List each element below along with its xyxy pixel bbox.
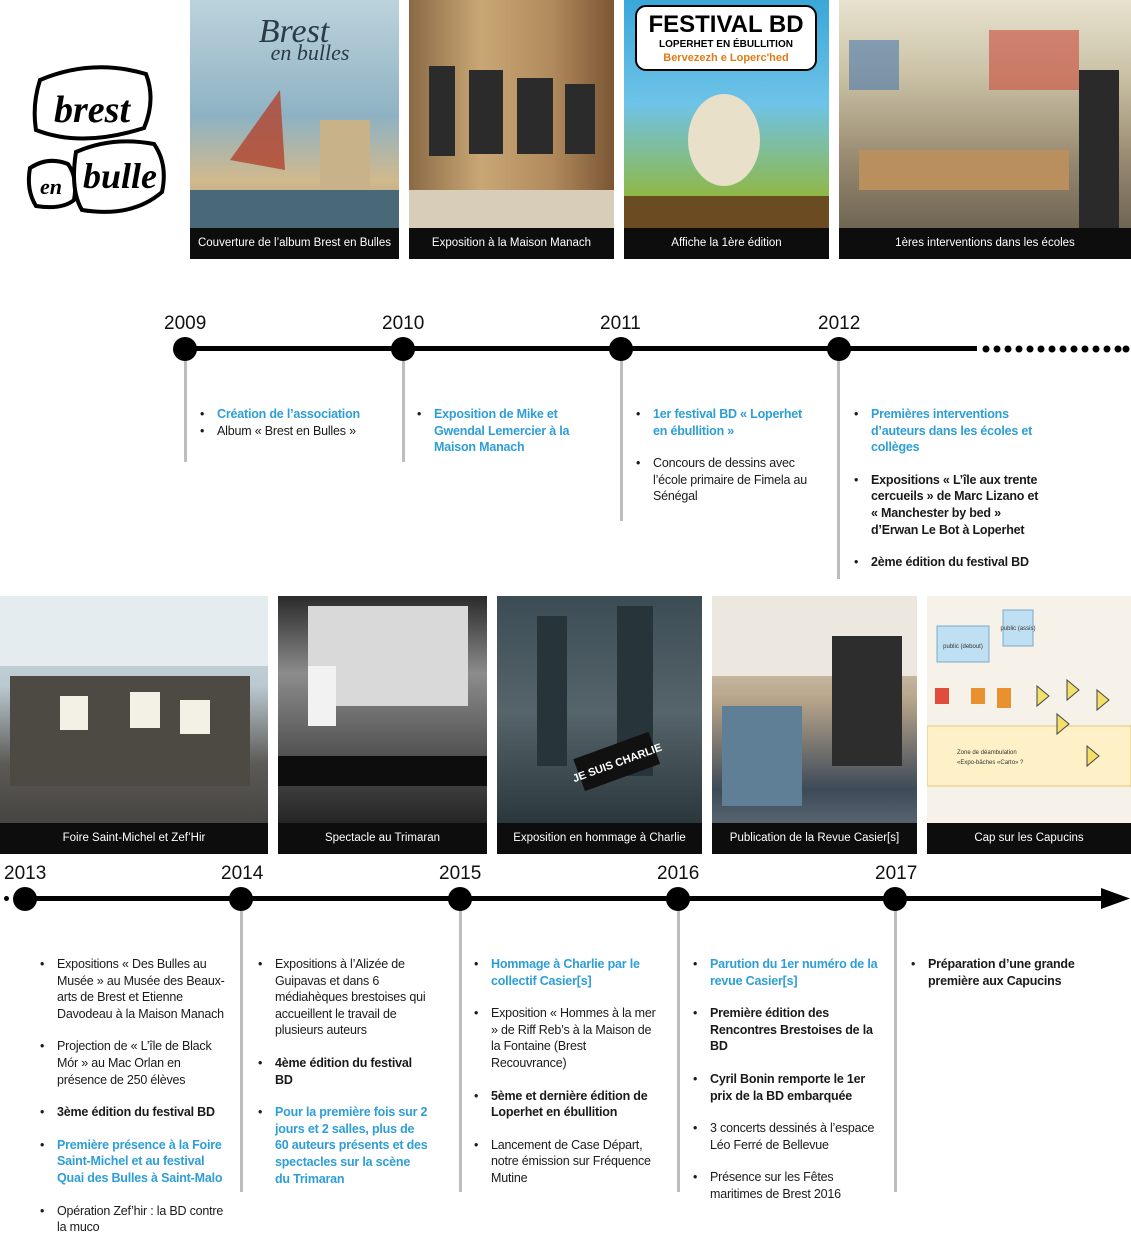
events-2015 (474, 956, 659, 1203)
photo-caption: Cap sur les Capucins (927, 823, 1131, 854)
svg-text:JE SUIS CHARLIE: JE SUIS CHARLIE (571, 741, 664, 786)
year-label: 2010 (382, 313, 425, 334)
svg-text:Brest: Brest (258, 13, 330, 50)
photo-festival-poster (624, 0, 829, 259)
year-dot (229, 887, 253, 911)
year-label: 2012 (818, 313, 861, 334)
event-item: • Lancement de Case Départ, notre émission sur Fréquence Mutine (474, 1137, 659, 1187)
connector-line (184, 356, 187, 462)
connector-line (837, 356, 840, 579)
event-item: • Première présence à la Foire Saint-Michel et au festival Quai des Bulles à Saint-Malo (40, 1137, 230, 1187)
svg-text:en bulles: en bulles (270, 40, 350, 65)
event-item: • Première édition des Rencontres Brestoises de la BD (693, 1005, 883, 1055)
event-item: • Hommage à Charlie par le collectif Casier[s] (474, 956, 659, 989)
photo-foire-saint-michel (0, 596, 268, 854)
photo-caption: 1ères interventions dans les écoles (839, 228, 1131, 259)
photo-cap-capucins (927, 596, 1131, 854)
photo-album-cover (190, 0, 399, 259)
year-dot (13, 887, 37, 911)
event-item: • 4ème édition du festival BD (258, 1055, 428, 1088)
classroom-image (839, 0, 1131, 259)
photo-school-intervention (839, 0, 1131, 259)
year-dot (448, 887, 472, 911)
connector-line (459, 906, 462, 1192)
svg-text:public (debout): public (debout) (943, 644, 983, 650)
events-2012 (854, 406, 1044, 587)
svg-text:LOPERHET EN ÉBULLITION: LOPERHET EN ÉBULLITION (659, 39, 793, 50)
event-item: • Premières interventions d’auteurs dans les écoles et collèges (854, 406, 1044, 456)
year-label: 2009 (164, 313, 207, 334)
event-item: • 3 concerts dessinés à l’espace Léo Ferré de Bellevue (693, 1120, 883, 1153)
svg-text:FESTIVAL BD: FESTIVAL BD (648, 11, 804, 38)
svg-text:public (assis): public (assis) (1000, 626, 1036, 632)
event-item: • 3ème édition du festival BD (40, 1104, 230, 1121)
year-label: 2011 (600, 313, 641, 334)
event-item: • 2ème édition du festival BD (854, 554, 1044, 571)
event-item: • Exposition « Hommes à la mer » de Riff Reb’s à la Maison de la Fontaine (Brest Recouvrance) (474, 1005, 659, 1071)
event-item: • Création de l’association (200, 406, 380, 423)
year-label: 2017 (875, 863, 918, 884)
svg-text:Bervezezh e Loperc'hed: Bervezezh e Loperc'hed (663, 52, 789, 64)
photo-caption: Exposition à la Maison Manach (409, 228, 614, 259)
photo-trimaran (278, 596, 487, 854)
publication-image (712, 596, 917, 854)
timeline-continuation-dots (980, 343, 1131, 355)
svg-text:Zone de déambulation: Zone de déambulation (957, 750, 1017, 756)
event-item: • Parution du 1er numéro de la revue Casier[s] (693, 956, 883, 989)
event-item: • 1er festival BD « Loperhet en ébullition » (636, 406, 811, 439)
connector-line (677, 906, 680, 1192)
photo-maison-manach (409, 0, 614, 259)
timeline-arrow-icon (1101, 888, 1131, 909)
year-dot (666, 887, 690, 911)
events-2016 (693, 956, 883, 1219)
group-photo-image (0, 596, 268, 854)
event-item: • Préparation d’une grande première aux Capucins (911, 956, 1091, 989)
event-item: • Concours de dessins avec l’école primaire de Fimela au Sénégal (636, 455, 811, 505)
svg-text:brest: brest (54, 89, 130, 131)
events-2010 (417, 406, 607, 472)
event-item: • Projection de « L’île de Black Mór » au Mac Orlan en présence de 250 élèves (40, 1038, 230, 1088)
photo-revue-casiers (712, 596, 917, 854)
charlie-artwork-image (497, 596, 702, 854)
connector-line (240, 906, 243, 1192)
timeline-axis (14, 896, 1104, 901)
timeline-start-dot (4, 896, 9, 901)
events-2009 (200, 406, 380, 439)
album-cover-image (190, 0, 399, 259)
event-item: • Expositions à l’Alizée de Guipavas et dans 6 médiahèques brestoises qui accueillent le travail de plusieurs auteurs (258, 956, 428, 1039)
photo-caption: Couverture de l’album Brest en Bulles (190, 228, 399, 259)
year-label: 2016 (657, 863, 700, 884)
year-label: 2014 (221, 863, 264, 884)
photo-caption: Spectacle au Trimaran (278, 823, 487, 854)
timeline-axis (184, 346, 977, 351)
floor-plan-image (927, 596, 1131, 854)
connector-line (402, 356, 405, 462)
photo-caption: Foire Saint-Michel et Zef’Hir (0, 823, 268, 854)
year-dot (391, 337, 415, 361)
event-item: • Cyril Bonin remporte le 1er prix de la BD embarquée (693, 1071, 883, 1104)
svg-text:en: en (40, 174, 62, 199)
event-item: • Exposition de Mike et Gwendal Lemercier à la Maison Manach (417, 406, 607, 456)
svg-text:«Expo-bâches «Carto» ?: «Expo-bâches «Carto» ? (957, 760, 1024, 766)
event-item: • Expositions « L’île aux trente cercueils » de Marc Lizano et « Manchester by bed » d’Erwan Le Bot à Loperhet (854, 472, 1044, 538)
stage-image (278, 596, 487, 854)
year-label: 2015 (439, 863, 482, 884)
festival-poster-image (624, 0, 829, 259)
year-dot (883, 887, 907, 911)
events-2014 (258, 956, 428, 1203)
year-dot (827, 337, 851, 361)
event-item: • 5ème et dernière édition de Loperhet en ébullition (474, 1088, 659, 1121)
exhibition-image (409, 0, 614, 259)
photo-caption: Affiche la 1ère édition (624, 228, 829, 259)
year-label: 2013 (4, 863, 47, 884)
svg-text:bulle: bulle (82, 156, 158, 196)
year-dot (609, 337, 633, 361)
events-2013 (40, 956, 230, 1252)
event-item: • Album « Brest en Bulles » (200, 423, 380, 440)
brest-en-bulle-logo (22, 60, 172, 220)
events-2011 (636, 406, 811, 521)
photo-caption: Publication de la Revue Casier[s] (712, 823, 917, 854)
event-item: • Pour la première fois sur 2 jours et 2 salles, plus de 60 auteurs présents et des spectacles sur la scène du Trimaran (258, 1104, 428, 1187)
connector-line (894, 906, 897, 1192)
event-item: • Expositions « Des Bulles au Musée » au Musée des Beaux-arts de Brest et Etienne Davodeau à la Maison Manach (40, 956, 230, 1022)
year-dot (173, 337, 197, 361)
connector-line (620, 356, 623, 521)
event-item: • Opération Zef’hir : la BD contre la muco (40, 1203, 230, 1236)
events-2017 (911, 956, 1091, 1005)
photo-hommage-charlie (497, 596, 702, 854)
photo-caption: Exposition en hommage à Charlie (497, 823, 702, 854)
event-item: • Présence sur les Fêtes maritimes de Brest 2016 (693, 1169, 883, 1202)
